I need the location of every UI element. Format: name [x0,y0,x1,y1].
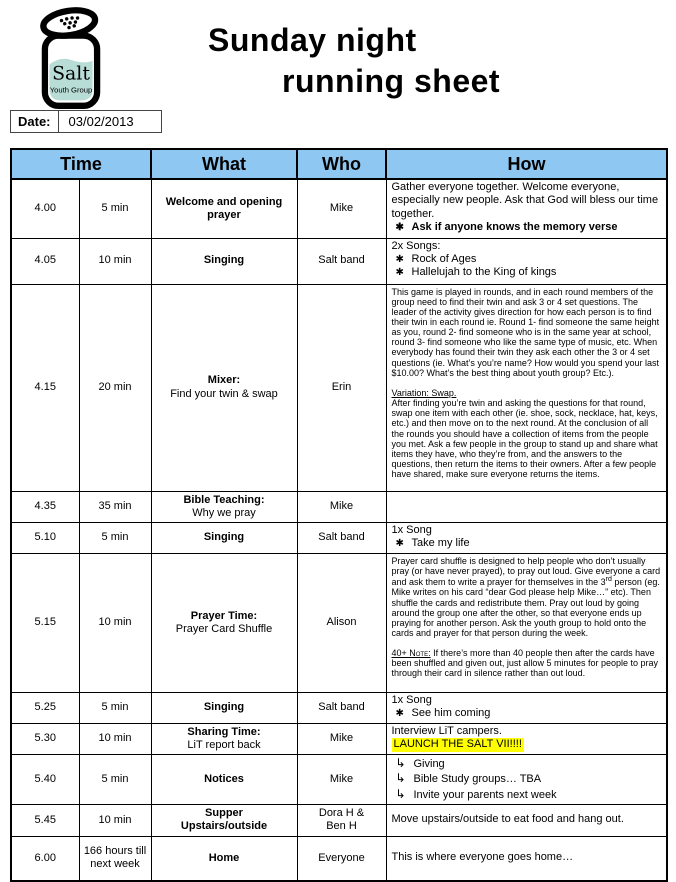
what-title: Prayer Time: [190,609,258,622]
who-cell: Mike [297,755,386,805]
notice-text: Bible Study groups… TBA [413,773,542,786]
how-text: Interview LiT campers. [391,724,502,737]
who-cell: Salt band [297,692,386,723]
duration-cell: 10 min [79,238,151,284]
time-cell: 5.30 [11,723,79,754]
page-title-line1: Sunday night [208,22,417,58]
duration-cell: 5 min [79,522,151,553]
arrow-bullet-icon: ↳ [395,771,406,786]
who-names: Dora H & Ben H [318,807,365,833]
star-bullet-icon: ✱ [395,267,404,279]
star-bullet-icon: ✱ [395,253,404,265]
arrow-bullet-icon: ↳ [395,756,406,771]
who-cell [297,805,386,836]
songs-intro: 1x Song [391,693,432,706]
time-cell: 5.40 [11,755,79,805]
how-cell: This is where everyone goes home… [386,836,667,881]
col-header-how: How [386,149,667,179]
star-bullet-icon: ✱ [395,222,404,234]
table-row-mixer [11,284,667,491]
launch-highlight: LAUNCH THE SALT VII!!!! [393,738,522,751]
bullet-line [392,756,662,771]
time-cell: 5.25 [11,692,79,723]
prayer-description [392,556,662,638]
logo-subtitle-text: Youth Group [49,85,93,95]
what-cell: Welcome and opening prayer [151,179,297,238]
what-cell [151,723,297,754]
date-value: 03/02/2013 [58,110,162,133]
table-row-singing-2 [11,522,667,553]
table-row-bible-teaching [11,491,667,522]
who-cell: Mike [297,491,386,522]
forty-plus-note [392,648,662,678]
duration-cell: 5 min [79,692,151,723]
table-row-singing-3 [11,692,667,723]
col-header-what: What [151,149,297,179]
star-bullet-icon: ✱ [395,708,404,720]
what-cell: Singing [151,238,297,284]
duration-cell: 10 min [79,805,151,836]
bullet-line [392,707,662,720]
bullet-line [392,221,662,234]
date-box [10,110,162,133]
page-title-line2: running sheet [282,62,501,99]
what-subtitle: Why we pray [192,506,256,519]
running-sheet-table [10,148,668,882]
how-cell [386,755,667,805]
duration-cell: 10 min [79,553,151,692]
notice-text: Giving [413,758,445,771]
date-label: Date: [10,110,59,133]
how-cell: Move upstairs/outside to eat food and hang out. [386,805,667,836]
song-title: Rock of Ages [411,252,477,265]
how-cell [386,284,667,491]
duration-cell: 5 min [79,179,151,238]
songs-intro: 2x Songs: [391,239,441,252]
time-cell: 4.00 [11,179,79,238]
how-cell [386,491,667,522]
col-header-who: Who [297,149,386,179]
what-cell [151,805,297,836]
table-row-home [11,836,667,881]
star-bullet-icon: ✱ [395,538,404,550]
header-row [11,149,667,179]
duration-cell: 166 hours till next week [79,836,151,881]
what-title: Sharing Time: [187,725,261,738]
song-title: Hallelujah to the King of kings [411,266,557,279]
song-title: Take my life [411,537,470,550]
time-cell: 5.45 [11,805,79,836]
table-row-supper [11,805,667,836]
salt-shaker-icon [26,5,116,113]
who-cell: Salt band [297,238,386,284]
what-cell [151,491,297,522]
bullet-line [392,787,662,802]
who-cell: Alison [297,553,386,692]
variation-heading: Variation: Swap. [391,387,457,398]
page-title [208,20,500,102]
table-row-prayer-time [11,553,667,692]
how-cell [386,179,667,238]
bullet-text: Ask if anyone knows the memory verse [411,221,618,234]
what-cell: Singing [151,692,297,723]
who-cell: Erin [297,284,386,491]
bullet-line [392,771,662,786]
duration-cell: 35 min [79,491,151,522]
duration-cell: 10 min [79,723,151,754]
who-cell: Mike [297,723,386,754]
duration-cell: 5 min [79,755,151,805]
what-subtitle: LiT report back [187,738,261,751]
variation-description: After finding you’re twin and asking the questions for that round, swap one item with each other (ie. shoe, sock, necklace, hat, keys, etc.) and then move on to the next round. At the conclusion of all the rounds you should have a collection of items from the people you met. Ask a few people in the group to stand up and share what items they have, who they’re from, and the answers to the questions, then return the items to their owners. After a few people have shared, make sure everyone returns the items. [391,398,658,480]
what-cell: Home [151,836,297,881]
what-title: Mixer: [207,374,241,387]
time-cell: 6.00 [11,836,79,881]
table-row-welcome [11,179,667,238]
what-title: Supper [205,807,243,820]
mixer-description: This game is played in rounds, and in each round members of the group need to find their twin and ask 3 or 4 set questions. The leader of the activity gives direction for how each person is to find their twin in each round ie. Round 1- find someone the same height as you, round 2- find someone who is in the same year at school, round 3- find someone who like the same type of music, etc. When everybody has found their twin they ask each other the 3 or 4 set questions (ie. What’s you’re name? How would you spend your last $10.00? What’s the best thing about youth group? Etc.). [391,286,660,378]
how-cell [386,692,667,723]
table-row-sharing-time [11,723,667,754]
ordinal-superscript: rd [605,576,612,584]
bullet-line [392,266,662,279]
time-cell: 4.35 [11,491,79,522]
what-cell [151,553,297,692]
what-subtitle: Upstairs/outside [180,820,268,833]
time-cell: 4.05 [11,238,79,284]
who-cell: Everyone [297,836,386,881]
what-cell [151,284,297,491]
what-subtitle: Prayer Card Shuffle [175,622,273,635]
how-text: Gather everyone together. Welcome everyone, especially new people. Ask that God will bless our time together. [391,181,659,220]
prayer-description-part1: Prayer card shuffle is designed to help people who don’t usually pray (or have never prayed), to pray out loud. Give everyone a card and ask them to write a prayer for themselves in the 3 [391,555,661,588]
how-cell [386,553,667,692]
who-cell: Salt band [297,522,386,553]
song-title: See him coming [411,707,491,720]
who-cell: Mike [297,179,386,238]
what-subtitle: Find your twin & swap [170,387,278,400]
what-cell: Singing [151,522,297,553]
how-cell [386,522,667,553]
how-cell [386,723,667,754]
bullet-line [392,253,662,266]
arrow-bullet-icon: ↳ [395,786,406,801]
bullet-line [392,537,662,550]
duration-cell: 20 min [79,284,151,491]
salt-logo [26,5,116,113]
note-text: If there’s more than 40 people then after the cards have been shuffled and given out, just allow 5 minutes for people to pray through their card in silence rather than out loud. [391,648,659,679]
note-label: 40+ Note: [391,648,431,659]
table-row-singing-1 [11,238,667,284]
notice-text: Invite your parents next week [413,788,557,801]
what-cell: Notices [151,755,297,805]
prayer-description-part2: person (eg. Mike writes on his card “dear God please help Mike…” etc). Then shuffle the cards and redistribute them. Pray out loud by going around the group one after the other, so that everyone ends up praying for another person. Ask the youth group to hold onto the cards and prayer for that person during the week. [391,577,660,638]
logo-name-text: Salt [52,62,90,85]
table-row-notices [11,755,667,805]
songs-intro: 1x Song [391,523,432,536]
what-title: Bible Teaching: [183,493,265,506]
col-header-time: Time [11,149,151,179]
how-cell [386,238,667,284]
time-cell: 5.10 [11,522,79,553]
time-cell: 4.15 [11,284,79,491]
time-cell: 5.15 [11,553,79,692]
